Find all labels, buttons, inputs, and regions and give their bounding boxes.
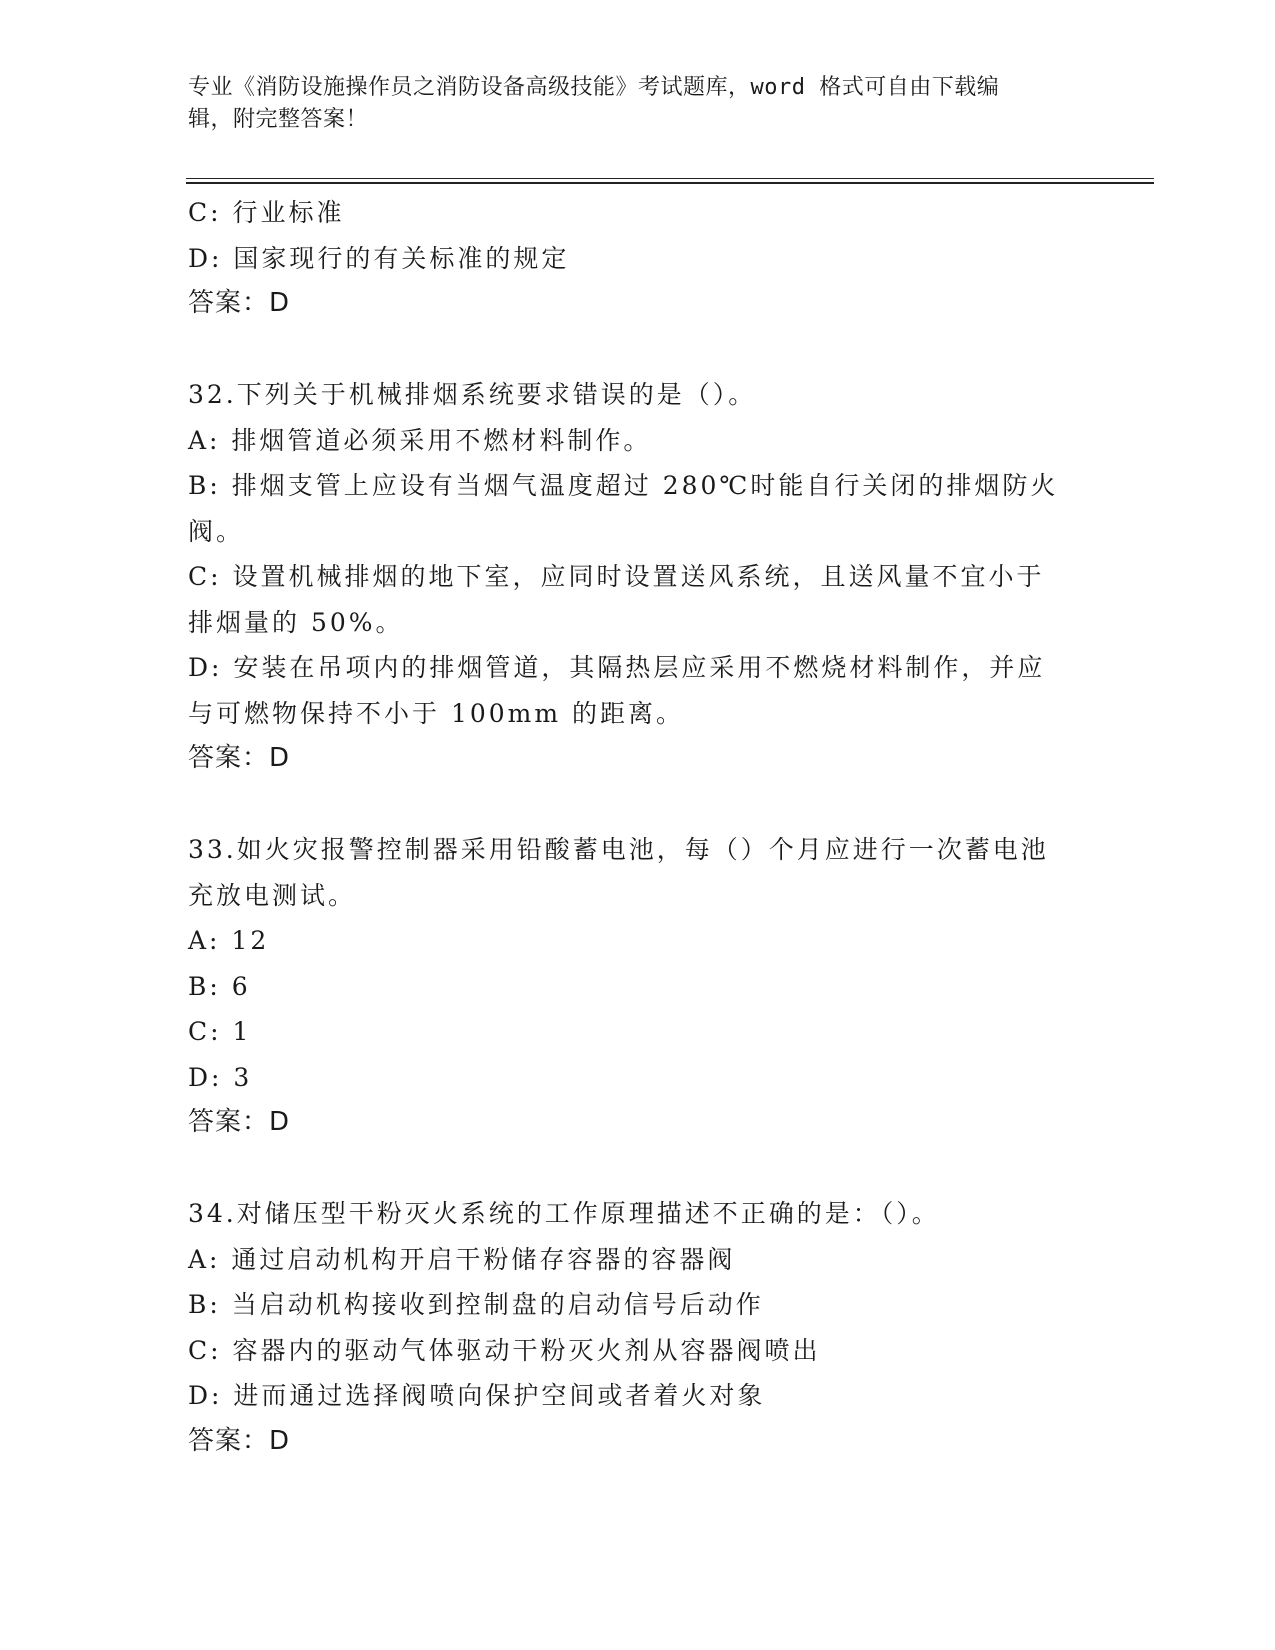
- option-c: C: 设置机械排烟的地下室，应同时设置送风系统，且送风量不宜小于: [188, 562, 1045, 591]
- option-b-continued: 阀。: [188, 516, 245, 546]
- option-b: B: 当启动机构接收到控制盘的启动信号后动作: [188, 1290, 764, 1319]
- question-31-continued: [188, 190, 1088, 327]
- answer: 答案：D: [188, 288, 291, 318]
- question-list: [188, 190, 1088, 1464]
- question-32: [188, 372, 1088, 782]
- answer: 答案：D: [188, 1107, 291, 1137]
- question-stem: 33.如火灾报警控制器采用铅酸蓄电池，每（）个月应进行一次蓄电池: [188, 835, 1049, 864]
- spacer: [188, 327, 1088, 373]
- question-stem-continued: 充放电测试。: [188, 880, 357, 910]
- header-line-1: 专业《消防设施操作员之消防设备高级技能》考试题库，word 格式可自由下载编: [188, 75, 1000, 100]
- option-d: D: 安装在吊项内的排烟管道，其隔热层应采用不燃烧材料制作，并应: [188, 653, 1046, 682]
- spacer: [188, 782, 1088, 828]
- answer: 答案：D: [188, 743, 291, 773]
- question-34: [188, 1191, 1088, 1464]
- question-stem: 32.下列关于机械排烟系统要求错误的是（）。: [188, 380, 757, 409]
- header-line-2: 辑，附完整答案！: [188, 107, 369, 132]
- header-divider-thin: [186, 178, 1154, 179]
- option-a: A: 通过启动机构开启干粉储存容器的容器阀: [188, 1244, 736, 1274]
- option-c: C: 1: [188, 1017, 252, 1046]
- question-stem: 34.对储压型干粉灭火系统的工作原理描述不正确的是：（）。: [188, 1199, 940, 1228]
- option-c: C: 行业标准: [188, 198, 345, 227]
- page-header: [188, 72, 1068, 136]
- spacer: [188, 1146, 1088, 1192]
- header-divider-thick: [186, 182, 1154, 184]
- option-c: C: 容器内的驱动气体驱动干粉灭火剂从容器阀喷出: [188, 1335, 821, 1365]
- answer: 答案：D: [188, 1425, 291, 1456]
- option-c-continued: 排烟量的 50%。: [188, 607, 404, 637]
- option-b: B: 排烟支管上应设有当烟气温度超过 280℃时能自行关闭的排烟防火: [188, 471, 1059, 500]
- option-b: B: 6: [188, 971, 251, 1001]
- option-d: D: 进而通过选择阀喷向保护空间或者着火对象: [188, 1381, 766, 1410]
- option-a: A: 12: [188, 926, 270, 955]
- option-d: D: 3: [188, 1062, 253, 1092]
- option-a: A: 排烟管道必须采用不燃材料制作。: [188, 425, 652, 455]
- question-33: [188, 827, 1088, 1146]
- option-d-continued: 与可燃物保持不小于 100mm 的距离。: [188, 698, 685, 728]
- option-d: D: 国家现行的有关标准的规定: [188, 243, 570, 273]
